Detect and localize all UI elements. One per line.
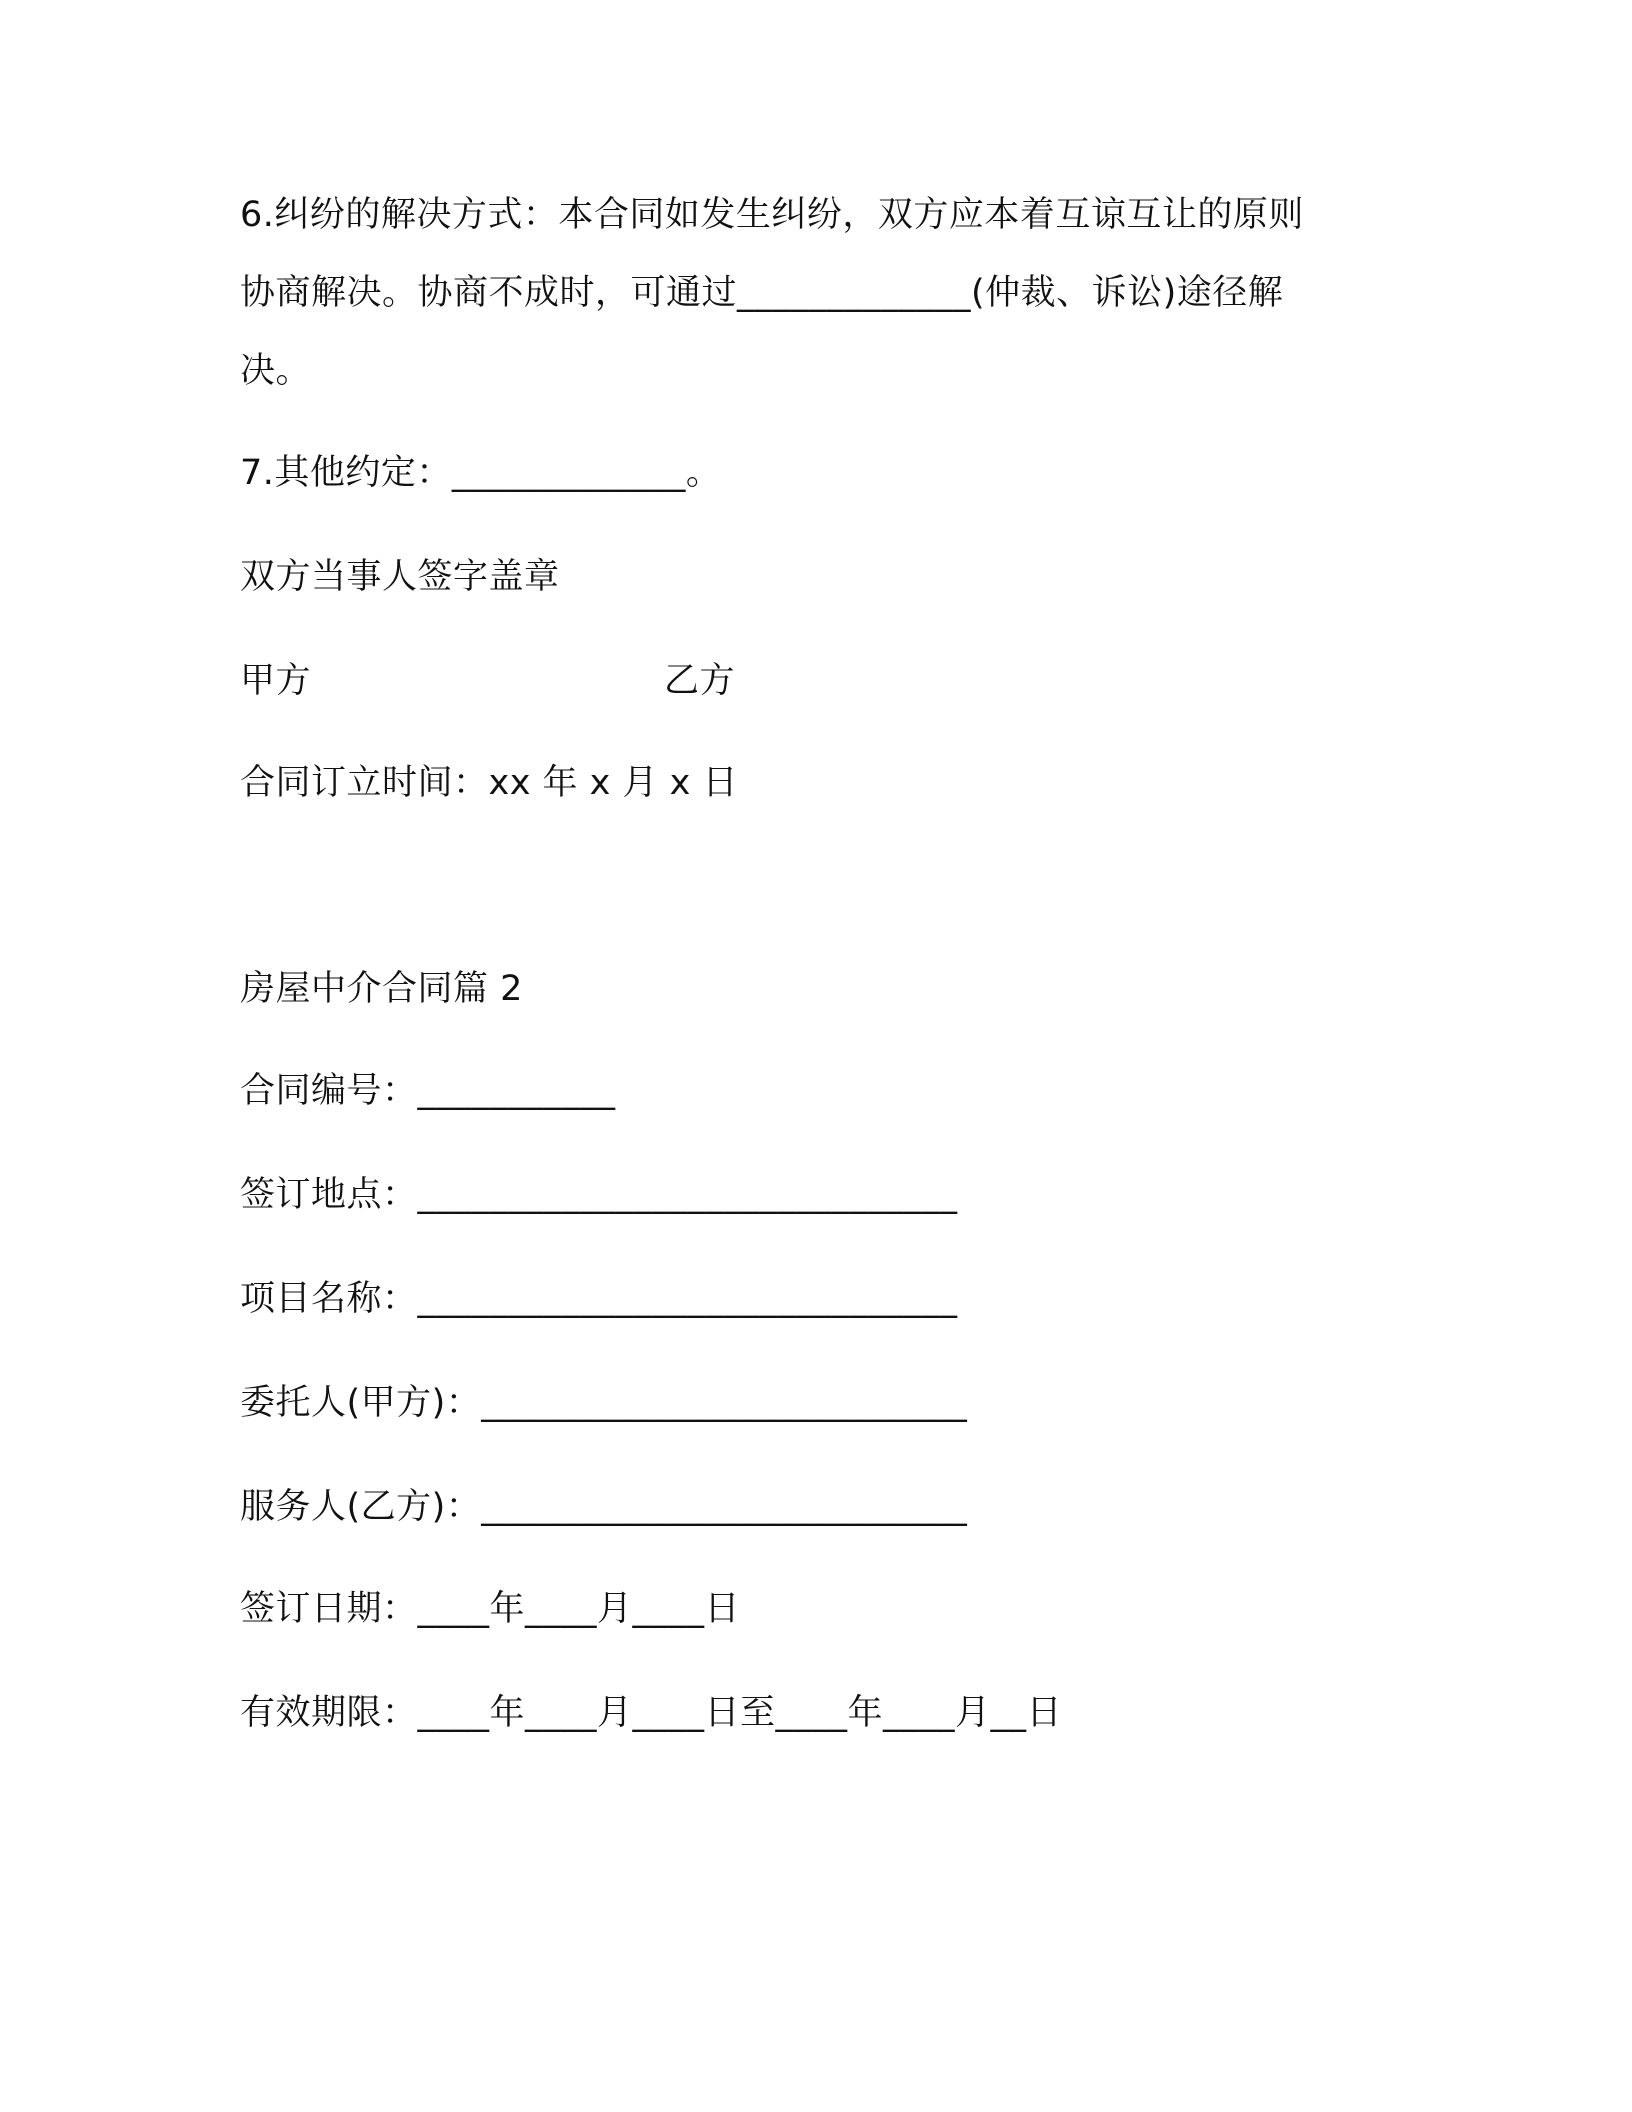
party-b-label: 乙方 — [664, 661, 736, 701]
signature-heading: 双方当事人签字盖章 — [240, 557, 560, 597]
section-title: 房屋中介合同篇 2 — [240, 969, 523, 1009]
clause-6-line-2: 协商解决。协商不成时，可通过_____________(仲裁、诉讼)途径解 — [240, 273, 1284, 313]
clause-6-line-1: 6.纠纷的解决方式：本合同如发生纠纷，双方应本着互谅互让的原则 — [240, 195, 1304, 235]
signing-place-field: 签订地点：______________________________ — [240, 1175, 958, 1215]
contract-date: 合同订立时间：xx 年 x 月 x 日 — [240, 763, 738, 803]
project-name-field: 项目名称：______________________________ — [240, 1279, 958, 1319]
validity-period-field: 有效期限：____年____月____日至____年____月__日 — [240, 1693, 1063, 1733]
party-a-label: 甲方 — [240, 661, 312, 701]
clause-7: 7.其他约定：_____________。 — [240, 453, 722, 493]
agent-party-b-field: 服务人(乙方)：___________________________ — [240, 1487, 968, 1527]
clause-6-line-3: 决。 — [240, 351, 312, 391]
signing-date-field: 签订日期：____年____月____日 — [240, 1589, 741, 1629]
contract-number-field: 合同编号：___________ — [240, 1071, 616, 1111]
client-party-a-field: 委托人(甲方)：___________________________ — [240, 1383, 968, 1423]
